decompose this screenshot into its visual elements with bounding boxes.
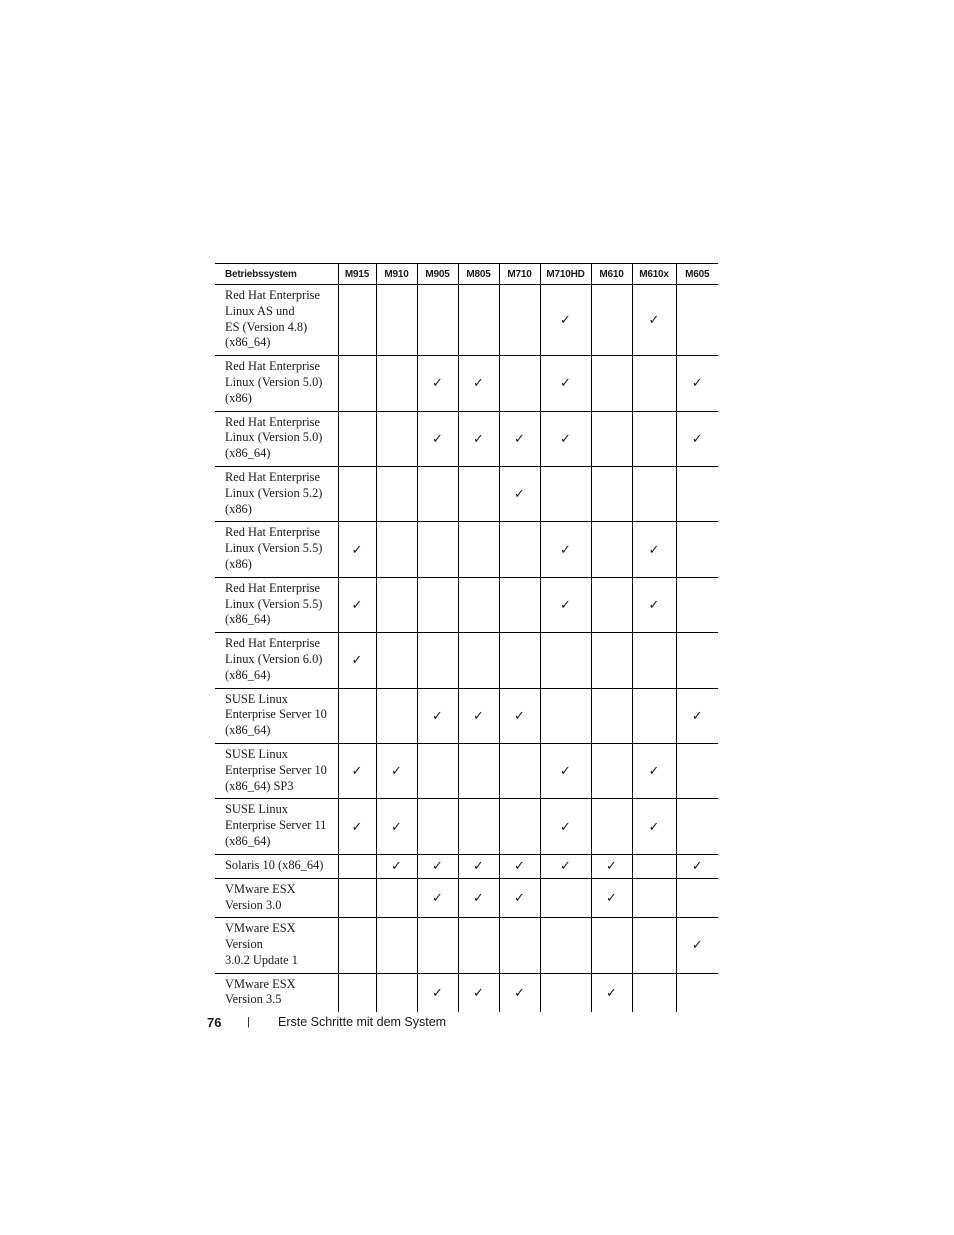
os-name-line: Solaris 10 (x86_64) (225, 857, 324, 872)
support-cell-m710 (499, 918, 540, 973)
support-cell-m915 (338, 411, 376, 466)
os-name-line: ES (Version 4.8) (225, 319, 308, 334)
support-cell-m605 (676, 854, 718, 878)
support-cell-m910 (376, 633, 417, 688)
table-row (215, 633, 718, 688)
support-cell-m805 (458, 356, 499, 411)
column-header-os: Betriebssystem (215, 264, 338, 285)
checkmark-icon: ✓ (606, 985, 617, 1001)
support-cell-m610x (632, 918, 676, 973)
support-cell-m910 (376, 688, 417, 743)
support-cell-m710hd (540, 918, 591, 973)
checkmark-icon: ✓ (473, 708, 484, 724)
os-name-line: Red Hat Enterprise (225, 288, 320, 302)
checkmark-icon: ✓ (648, 597, 660, 613)
checkmark-icon: ✓ (560, 376, 571, 392)
support-cell-m610x (632, 522, 676, 577)
checkmark-icon: ✓ (560, 313, 571, 329)
column-header-m905: M905 (417, 264, 458, 285)
support-cell-m805 (458, 918, 499, 973)
os-name-cell (215, 633, 338, 688)
checkmark-icon: ✓ (351, 597, 363, 613)
os-name-line: Red Hat Enterprise (225, 359, 320, 374)
support-cell-m905 (417, 633, 458, 688)
table-row (215, 878, 718, 918)
support-cell-m905 (417, 466, 458, 521)
support-cell-m610x (632, 743, 676, 798)
checkmark-icon: ✓ (691, 708, 703, 724)
os-name-line: Linux (Version 5.5) (225, 596, 323, 611)
column-header-m610: M610 (591, 264, 632, 285)
support-cell-m610 (591, 918, 632, 973)
checkmark-icon: ✓ (432, 859, 443, 875)
support-cell-m915 (338, 356, 376, 411)
os-name-line: Linux (Version 5.5) (225, 541, 323, 556)
support-cell-m610x (632, 688, 676, 743)
os-name-line: Linux (Version 6.0) (225, 651, 323, 666)
support-cell-m610 (591, 743, 632, 798)
table-body (215, 285, 718, 1013)
checkmark-icon: ✓ (514, 431, 525, 447)
checkmark-icon: ✓ (560, 859, 571, 875)
support-cell-m605 (676, 466, 718, 521)
support-cell-m610x (632, 854, 676, 878)
support-cell-m710 (499, 633, 540, 688)
support-cell-m610x (632, 411, 676, 466)
support-cell-m710 (499, 411, 540, 466)
support-cell-m710hd (540, 633, 591, 688)
os-name-cell (215, 799, 338, 854)
os-name-line: VMware ESX (225, 976, 296, 991)
support-cell-m905 (417, 878, 458, 918)
checkmark-icon: ✓ (473, 859, 484, 875)
support-cell-m710 (499, 522, 540, 577)
checkmark-icon: ✓ (351, 653, 363, 669)
support-cell-m905 (417, 411, 458, 466)
support-cell-m915 (338, 878, 376, 918)
checkmark-icon: ✓ (432, 985, 443, 1001)
support-cell-m910 (376, 285, 417, 356)
support-cell-m710 (499, 356, 540, 411)
checkmark-icon: ✓ (473, 891, 484, 906)
support-cell-m710hd (540, 577, 591, 632)
support-cell-m805 (458, 633, 499, 688)
support-cell-m910 (376, 799, 417, 854)
os-name-line: Red Hat Enterprise (225, 469, 320, 484)
checkmark-icon: ✓ (351, 542, 363, 558)
os-name-cell (215, 522, 338, 577)
os-name-line: Enterprise Server 11 (225, 818, 327, 833)
support-cell-m905 (417, 973, 458, 1012)
support-cell-m915 (338, 799, 376, 854)
support-cell-m710 (499, 577, 540, 632)
support-cell-m905 (417, 577, 458, 632)
support-cell-m805 (458, 411, 499, 466)
checkmark-icon: ✓ (473, 376, 484, 392)
checkmark-icon: ✓ (648, 764, 660, 780)
support-cell-m610 (591, 285, 632, 356)
checkmark-icon: ✓ (391, 764, 402, 780)
support-cell-m910 (376, 356, 417, 411)
os-name-line: (x86) (225, 501, 252, 516)
support-cell-m915 (338, 577, 376, 632)
os-name-cell (215, 854, 338, 878)
checkmark-icon: ✓ (514, 891, 525, 906)
support-cell-m915 (338, 854, 376, 878)
os-name-line: (x86_64) (225, 335, 271, 350)
footer-title: Erste Schritte mit dem System (278, 1015, 447, 1029)
checkmark-icon: ✓ (391, 859, 402, 875)
support-cell-m710hd (540, 854, 591, 878)
os-name-line: (x86_64) (225, 723, 271, 738)
os-name-cell (215, 973, 338, 1012)
os-name-line: Red Hat Enterprise (225, 636, 320, 651)
os-name-line: (x86_64) (225, 612, 271, 627)
page-number: 76 (207, 1015, 222, 1030)
support-cell-m905 (417, 688, 458, 743)
support-cell-m710hd (540, 522, 591, 577)
checkmark-icon: ✓ (691, 938, 703, 954)
support-cell-m910 (376, 854, 417, 878)
support-cell-m610 (591, 799, 632, 854)
support-cell-m805 (458, 854, 499, 878)
os-name-cell (215, 356, 338, 411)
support-cell-m605 (676, 688, 718, 743)
table-row (215, 688, 718, 743)
os-name-line: Linux (Version 5.0) (225, 374, 323, 389)
table-row (215, 522, 718, 577)
checkmark-icon: ✓ (514, 708, 525, 724)
support-cell-m610 (591, 577, 632, 632)
support-cell-m710hd (540, 973, 591, 1012)
support-cell-m610 (591, 522, 632, 577)
support-cell-m905 (417, 356, 458, 411)
support-cell-m905 (417, 799, 458, 854)
os-name-line: Linux (Version 5.2) (225, 485, 323, 500)
os-name-line: (x86_64) (225, 667, 271, 682)
column-header-m915: M915 (338, 264, 376, 285)
support-cell-m605 (676, 743, 718, 798)
os-name-line: Enterprise Server 10 (225, 707, 327, 722)
os-name-line: SUSE Linux (225, 691, 288, 706)
table-row (215, 743, 718, 798)
os-name-line: (x86_64) SP3 (225, 778, 294, 793)
os-name-line: Version 3.5 (225, 992, 282, 1007)
support-cell-m610x (632, 799, 676, 854)
table-header (215, 264, 718, 285)
support-cell-m905 (417, 918, 458, 973)
support-cell-m710hd (540, 799, 591, 854)
support-cell-m610x (632, 577, 676, 632)
support-cell-m805 (458, 688, 499, 743)
os-name-line: Linux (Version 5.0) (225, 430, 323, 445)
support-cell-m910 (376, 878, 417, 918)
support-cell-m905 (417, 743, 458, 798)
column-header-m805: M805 (458, 264, 499, 285)
support-cell-m610 (591, 878, 632, 918)
support-cell-m905 (417, 522, 458, 577)
support-cell-m610x (632, 356, 676, 411)
os-name-line: SUSE Linux (225, 802, 288, 817)
column-header-m610x: M610x (632, 264, 676, 285)
support-cell-m610 (591, 854, 632, 878)
os-name-line: Red Hat Enterprise (225, 525, 320, 540)
support-cell-m910 (376, 743, 417, 798)
checkmark-icon: ✓ (691, 431, 703, 447)
os-name-line: 3.0.2 Update 1 (225, 952, 298, 967)
column-header-m710: M710 (499, 264, 540, 285)
os-name-line: (x86) (225, 556, 252, 571)
table-row (215, 285, 718, 356)
support-cell-m805 (458, 743, 499, 798)
support-cell-m805 (458, 878, 499, 918)
support-cell-m605 (676, 918, 718, 973)
os-name-cell (215, 743, 338, 798)
checkmark-icon: ✓ (351, 819, 363, 835)
support-cell-m710hd (540, 285, 591, 356)
support-cell-m710 (499, 688, 540, 743)
checkmark-icon: ✓ (432, 431, 443, 447)
support-cell-m915 (338, 633, 376, 688)
checkmark-icon: ✓ (473, 431, 484, 447)
support-cell-m905 (417, 854, 458, 878)
checkmark-icon: ✓ (391, 819, 402, 835)
footer-separator: | (247, 1016, 250, 1028)
checkmark-icon: ✓ (560, 819, 571, 835)
table-row (215, 577, 718, 632)
checkmark-icon: ✓ (432, 376, 443, 392)
checkmark-icon: ✓ (514, 487, 525, 503)
support-cell-m610x (632, 878, 676, 918)
os-name-line: Red Hat Enterprise (225, 414, 320, 429)
support-cell-m610x (632, 466, 676, 521)
os-name-line: VMware ESX (225, 881, 296, 896)
support-cell-m710 (499, 285, 540, 356)
support-cell-m910 (376, 466, 417, 521)
checkmark-icon: ✓ (560, 764, 571, 780)
os-name-line: (x86) (225, 390, 252, 405)
table-row (215, 799, 718, 854)
support-cell-m710 (499, 973, 540, 1012)
support-cell-m915 (338, 688, 376, 743)
os-name-line: Linux AS und (225, 303, 295, 318)
table-row (215, 356, 718, 411)
support-cell-m610 (591, 688, 632, 743)
support-cell-m910 (376, 918, 417, 973)
os-name-cell (215, 688, 338, 743)
checkmark-icon: ✓ (648, 313, 660, 329)
support-cell-m605 (676, 799, 718, 854)
support-cell-m605 (676, 633, 718, 688)
os-name-line: (x86_64) (225, 446, 271, 461)
support-cell-m710 (499, 878, 540, 918)
support-cell-m710 (499, 799, 540, 854)
os-name-line: VMware ESX Version (225, 921, 296, 952)
support-cell-m805 (458, 577, 499, 632)
checkmark-icon: ✓ (560, 431, 571, 447)
checkmark-icon: ✓ (606, 859, 617, 875)
support-cell-m805 (458, 973, 499, 1012)
support-cell-m805 (458, 285, 499, 356)
support-cell-m915 (338, 743, 376, 798)
table-row (215, 466, 718, 521)
checkmark-icon: ✓ (432, 891, 443, 906)
support-cell-m805 (458, 522, 499, 577)
os-name-line: Enterprise Server 10 (225, 762, 327, 777)
support-cell-m710 (499, 466, 540, 521)
support-cell-m910 (376, 973, 417, 1012)
support-cell-m910 (376, 577, 417, 632)
checkmark-icon: ✓ (691, 376, 703, 392)
support-cell-m915 (338, 285, 376, 356)
support-cell-m610 (591, 633, 632, 688)
support-cell-m605 (676, 356, 718, 411)
os-name-cell (215, 918, 338, 973)
checkmark-icon: ✓ (514, 859, 525, 875)
support-cell-m610x (632, 633, 676, 688)
support-cell-m710hd (540, 356, 591, 411)
checkmark-icon: ✓ (648, 819, 660, 835)
support-cell-m710hd (540, 688, 591, 743)
column-header-m710hd: M710HD (540, 264, 591, 285)
support-cell-m805 (458, 799, 499, 854)
header-row (215, 264, 718, 285)
column-header-m910: M910 (376, 264, 417, 285)
support-cell-m915 (338, 918, 376, 973)
support-cell-m605 (676, 285, 718, 356)
support-cell-m805 (458, 466, 499, 521)
support-cell-m910 (376, 411, 417, 466)
support-cell-m610 (591, 356, 632, 411)
table-row (215, 973, 718, 1012)
support-cell-m610 (591, 466, 632, 521)
os-name-cell (215, 577, 338, 632)
support-cell-m710hd (540, 878, 591, 918)
table-row (215, 411, 718, 466)
support-cell-m605 (676, 522, 718, 577)
checkmark-icon: ✓ (606, 891, 617, 906)
checkmark-icon: ✓ (514, 985, 525, 1001)
os-name-line: SUSE Linux (225, 746, 288, 761)
support-cell-m905 (417, 285, 458, 356)
support-cell-m915 (338, 466, 376, 521)
os-name-cell (215, 466, 338, 521)
checkmark-icon: ✓ (560, 542, 571, 558)
support-cell-m710hd (540, 466, 591, 521)
checkmark-icon: ✓ (351, 764, 363, 780)
support-cell-m610x (632, 285, 676, 356)
checkmark-icon: ✓ (473, 985, 484, 1001)
support-cell-m710 (499, 854, 540, 878)
os-name-cell (215, 285, 338, 356)
checkmark-icon: ✓ (691, 859, 703, 875)
checkmark-icon: ✓ (432, 708, 443, 724)
support-cell-m605 (676, 411, 718, 466)
os-name-line: (x86_64) (225, 833, 271, 848)
os-name-line: Red Hat Enterprise (225, 580, 320, 595)
support-cell-m710hd (540, 411, 591, 466)
table-row (215, 918, 718, 973)
os-name-line: Version 3.0 (225, 897, 282, 912)
support-cell-m710 (499, 743, 540, 798)
table-row (215, 854, 718, 878)
os-compatibility-table (215, 263, 718, 1012)
support-cell-m610x (632, 973, 676, 1012)
support-cell-m710hd (540, 743, 591, 798)
support-cell-m610 (591, 411, 632, 466)
column-header-m605: M605 (676, 264, 718, 285)
os-name-cell (215, 878, 338, 918)
support-cell-m915 (338, 522, 376, 577)
support-cell-m605 (676, 973, 718, 1012)
checkmark-icon: ✓ (560, 597, 571, 613)
os-name-cell (215, 411, 338, 466)
support-cell-m915 (338, 973, 376, 1012)
support-cell-m605 (676, 878, 718, 918)
support-cell-m610 (591, 973, 632, 1012)
checkmark-icon: ✓ (648, 542, 660, 558)
support-cell-m605 (676, 577, 718, 632)
support-cell-m910 (376, 522, 417, 577)
